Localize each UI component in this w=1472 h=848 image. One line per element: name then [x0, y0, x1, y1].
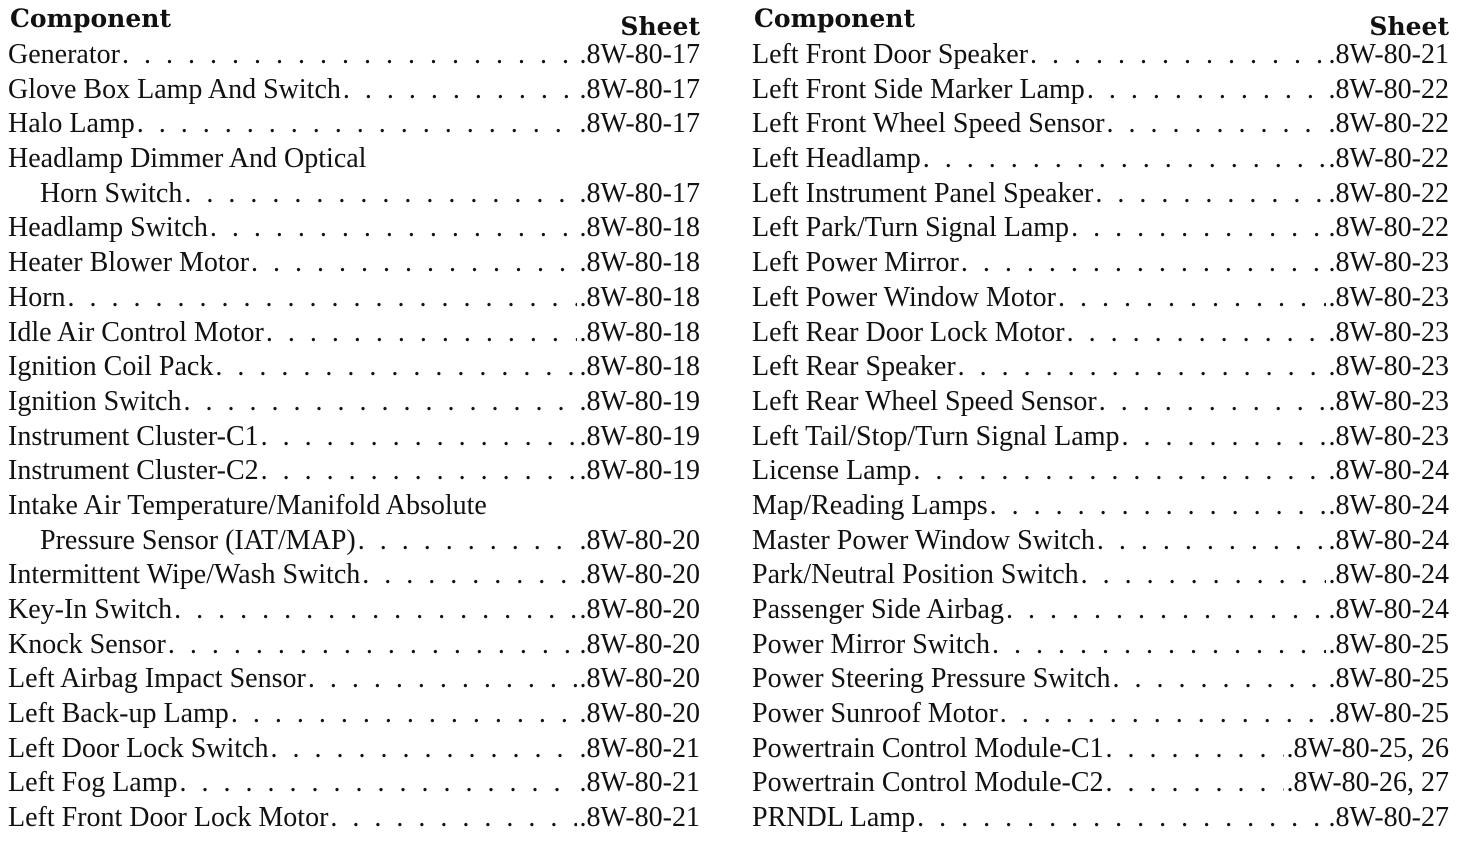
list-item: [8, 350, 700, 385]
list-item: [752, 801, 1449, 836]
sheet-reference: .8W-80-21: [579, 767, 700, 799]
component-name: Map/Reading Lamps: [752, 489, 988, 521]
dot-leader: [1095, 177, 1326, 211]
component-name: Ignition Coil Pack: [8, 351, 214, 383]
dot-leader: [358, 524, 578, 558]
component-name: Intake Air Temperature/Manifold Absolute: [8, 489, 487, 521]
component-name: Headlamp Switch: [8, 212, 208, 244]
list-item: [8, 628, 700, 663]
list-item: [752, 454, 1449, 489]
dot-leader: [923, 142, 1327, 176]
list-item: [752, 281, 1449, 316]
dot-leader: [183, 385, 577, 419]
component-name: License Lamp: [752, 455, 912, 487]
list-item: [752, 489, 1449, 524]
list-item: [8, 766, 700, 801]
dot-leader: [1081, 558, 1327, 592]
dot-leader: [1106, 766, 1285, 800]
list-item: [752, 211, 1449, 246]
sheet-reference: .8W-80-25: [1328, 698, 1449, 730]
dot-leader: [122, 38, 578, 72]
sheet-reference: .8W-80-19: [579, 420, 700, 452]
list-item: [752, 246, 1449, 281]
list-item: [752, 732, 1449, 767]
sheet-reference: .8W-80-23: [1328, 385, 1449, 417]
list-item: [8, 420, 700, 455]
component-name: Left Door Lock Switch: [8, 732, 269, 764]
component-name: Left Tail/Stop/Turn Signal Lamp: [752, 420, 1120, 452]
dot-leader: [1071, 211, 1326, 245]
component-name: Left Rear Door Lock Motor: [752, 316, 1065, 348]
component-name: Instrument Cluster-C2: [8, 455, 259, 487]
right-component-list: [752, 38, 1449, 836]
dot-leader: [958, 350, 1327, 384]
dot-leader: [1058, 281, 1326, 315]
sheet-reference: .8W-80-21: [1328, 39, 1449, 70]
sheet-reference: .8W-80-20: [579, 524, 700, 556]
list-item: [8, 558, 700, 593]
list-item: [8, 697, 700, 732]
dot-leader: [261, 454, 578, 488]
dot-leader: [343, 73, 578, 107]
dot-leader: [1106, 732, 1285, 766]
dot-leader: [330, 801, 577, 835]
component-name: Park/Neutral Position Switch: [752, 559, 1079, 591]
list-item: [752, 628, 1449, 663]
list-item: [752, 697, 1449, 732]
list-item: [8, 107, 700, 142]
list-item: [752, 385, 1449, 420]
list-item: [8, 211, 700, 246]
dot-leader: [174, 593, 577, 627]
dot-leader: [1000, 697, 1327, 731]
list-item: [8, 732, 700, 767]
dot-leader: [1087, 73, 1327, 107]
list-item: [752, 420, 1449, 455]
list-item: [752, 177, 1449, 212]
sheet-reference: .8W-80-21: [579, 802, 700, 834]
sheet-column-heading: Sheet: [1369, 12, 1449, 41]
sheet-reference: .8W-80-24: [1328, 524, 1449, 556]
dot-leader: [961, 246, 1327, 280]
list-item: [8, 385, 700, 420]
component-column-heading: Component: [754, 4, 915, 33]
list-item: [8, 38, 700, 73]
component-name: Left Front Side Marker Lamp: [752, 73, 1085, 105]
component-name: Heater Blower Motor: [8, 247, 250, 279]
dot-leader: [1067, 316, 1327, 350]
component-name: Left Rear Wheel Speed Sensor: [752, 385, 1097, 417]
list-item: [8, 316, 700, 351]
dot-leader: [1099, 385, 1327, 419]
sheet-reference: .8W-80-22: [1328, 177, 1449, 209]
component-name: Left Rear Speaker: [752, 351, 956, 383]
sheet-reference: .8W-80-20: [579, 698, 700, 730]
dot-leader: [184, 177, 577, 211]
sheet-reference: .8W-80-18: [579, 316, 700, 348]
dot-leader: [180, 766, 578, 800]
sheet-column-heading: Sheet: [620, 12, 700, 41]
sheet-reference: .8W-80-23: [1328, 420, 1449, 452]
component-name: Left Front Wheel Speed Sensor: [752, 108, 1105, 140]
sheet-reference: .8W-80-27: [1328, 802, 1449, 834]
dot-leader: [271, 732, 578, 766]
dot-leader: [362, 558, 577, 592]
component-name: PRNDL Lamp: [752, 802, 916, 834]
sheet-reference: .8W-80-25, 26: [1286, 732, 1449, 764]
list-item: [8, 142, 700, 177]
component-name: Intermittent Wipe/Wash Switch: [8, 559, 361, 591]
dot-leader: [1097, 524, 1327, 558]
dot-leader: [1107, 107, 1327, 141]
component-name: Left Front Door Speaker: [752, 39, 1029, 70]
list-item: [752, 524, 1449, 559]
component-name: Left Headlamp: [752, 143, 921, 175]
component-name: Horn: [8, 281, 66, 313]
component-name: Glove Box Lamp And Switch: [8, 73, 341, 105]
dot-leader: [992, 628, 1326, 662]
list-item: [752, 316, 1449, 351]
component-name: Left Power Mirror: [752, 247, 959, 279]
sheet-reference: .8W-80-17: [579, 73, 700, 105]
right-column: [752, 2, 1449, 836]
dot-leader: [231, 697, 578, 731]
sheet-reference: .8W-80-18: [579, 351, 700, 383]
list-item: [8, 524, 700, 559]
component-name: Key-In Switch: [8, 594, 173, 625]
list-item: [8, 246, 700, 281]
component-name: Left Instrument Panel Speaker: [752, 177, 1094, 209]
component-name: Halo Lamp: [8, 108, 135, 140]
list-item: [8, 177, 700, 212]
list-item: [8, 593, 700, 628]
sheet-reference: .8W-80-19: [579, 455, 700, 487]
component-name: Knock Sensor: [8, 628, 166, 660]
left-column: [8, 2, 700, 836]
list-item: [752, 107, 1449, 142]
dot-leader: [210, 211, 578, 245]
component-name: Generator: [8, 39, 120, 70]
component-name: Passenger Side Airbag: [752, 594, 1004, 625]
sheet-reference: .8W-80-23: [1328, 316, 1449, 348]
right-column-header: [752, 2, 1449, 41]
sheet-reference: .8W-80-18: [579, 247, 700, 279]
sheet-reference: .8W-80-24: [1328, 489, 1449, 521]
component-name: Powertrain Control Module-C2: [752, 767, 1104, 799]
component-name: Left Airbag Impact Sensor: [8, 663, 306, 695]
component-name: Instrument Cluster-C1: [8, 420, 259, 452]
sheet-reference: .8W-80-20: [579, 663, 700, 695]
dot-leader: [1006, 593, 1327, 627]
sheet-reference: .8W-80-20: [579, 594, 700, 625]
sheet-reference: .8W-80-24: [1328, 559, 1449, 591]
dot-leader: [266, 316, 578, 350]
dot-leader: [308, 662, 578, 696]
list-item: [8, 489, 700, 524]
sheet-reference: .8W-80-24: [1328, 594, 1449, 625]
sheet-reference: .8W-80-17: [579, 177, 700, 209]
sheet-reference: .8W-80-22: [1328, 73, 1449, 105]
component-name: Left Front Door Lock Motor: [8, 802, 329, 834]
list-item: [752, 350, 1449, 385]
sheet-reference: .8W-80-25: [1328, 663, 1449, 695]
component-name: Pressure Sensor (IAT/MAP): [40, 524, 356, 556]
list-item: [8, 662, 700, 697]
list-item: [8, 281, 700, 316]
list-item: [752, 662, 1449, 697]
sheet-reference: .8W-80-22: [1328, 212, 1449, 244]
sheet-reference: .8W-80-19: [579, 385, 700, 417]
sheet-reference: .8W-80-20: [579, 628, 700, 660]
component-name: Left Fog Lamp: [8, 767, 178, 799]
list-item: [8, 801, 700, 836]
dot-leader: [917, 801, 1326, 835]
left-column-header: [8, 2, 700, 41]
list-item: [752, 73, 1449, 108]
list-item: [752, 558, 1449, 593]
component-name: Powertrain Control Module-C1: [752, 732, 1104, 764]
list-item: [752, 142, 1449, 177]
sheet-reference: .8W-80-18: [579, 281, 700, 313]
component-name: Master Power Window Switch: [752, 524, 1095, 556]
sheet-reference: .8W-80-21: [579, 732, 700, 764]
dot-leader: [168, 628, 578, 662]
dot-leader: [137, 107, 578, 141]
sheet-reference: .8W-80-17: [579, 108, 700, 140]
sheet-reference: .8W-80-17: [579, 39, 700, 70]
sheet-reference: .8W-80-24: [1328, 455, 1449, 487]
dot-leader: [1113, 662, 1327, 696]
list-item: [752, 38, 1449, 73]
component-name: Idle Air Control Motor: [8, 316, 264, 348]
component-name: Left Back-up Lamp: [8, 698, 229, 730]
component-column-heading: Component: [10, 4, 171, 33]
component-name: Power Sunroof Motor: [752, 698, 998, 730]
sheet-reference: .8W-80-26, 27: [1286, 767, 1449, 799]
dot-leader: [215, 350, 577, 384]
component-name: Left Park/Turn Signal Lamp: [752, 212, 1070, 244]
component-name: Power Steering Pressure Switch: [752, 663, 1111, 695]
dot-leader: [251, 246, 577, 280]
sheet-reference: .8W-80-23: [1328, 351, 1449, 383]
sheet-reference: .8W-80-20: [579, 559, 700, 591]
dot-leader: [261, 420, 578, 454]
left-component-list: [8, 38, 700, 836]
list-item: [8, 454, 700, 489]
sheet-reference: .8W-80-23: [1328, 247, 1449, 279]
dot-leader: [68, 281, 578, 315]
list-item: [752, 593, 1449, 628]
sheet-reference: .8W-80-22: [1328, 108, 1449, 140]
component-name: Left Power Window Motor: [752, 281, 1056, 313]
sheet-reference: .8W-80-22: [1328, 143, 1449, 175]
component-name: Horn Switch: [40, 177, 183, 209]
dot-leader: [1030, 38, 1326, 72]
sheet-reference: .8W-80-18: [579, 212, 700, 244]
dot-leader: [913, 454, 1326, 488]
list-item: [8, 73, 700, 108]
sheet-reference: .8W-80-25: [1328, 628, 1449, 660]
dot-leader: [1122, 420, 1327, 454]
component-name: Ignition Switch: [8, 385, 182, 417]
dot-leader: [990, 489, 1327, 523]
component-name: Power Mirror Switch: [752, 628, 990, 660]
list-item: [752, 766, 1449, 801]
component-name: Headlamp Dimmer And Optical: [8, 143, 367, 175]
sheet-reference: .8W-80-23: [1328, 281, 1449, 313]
